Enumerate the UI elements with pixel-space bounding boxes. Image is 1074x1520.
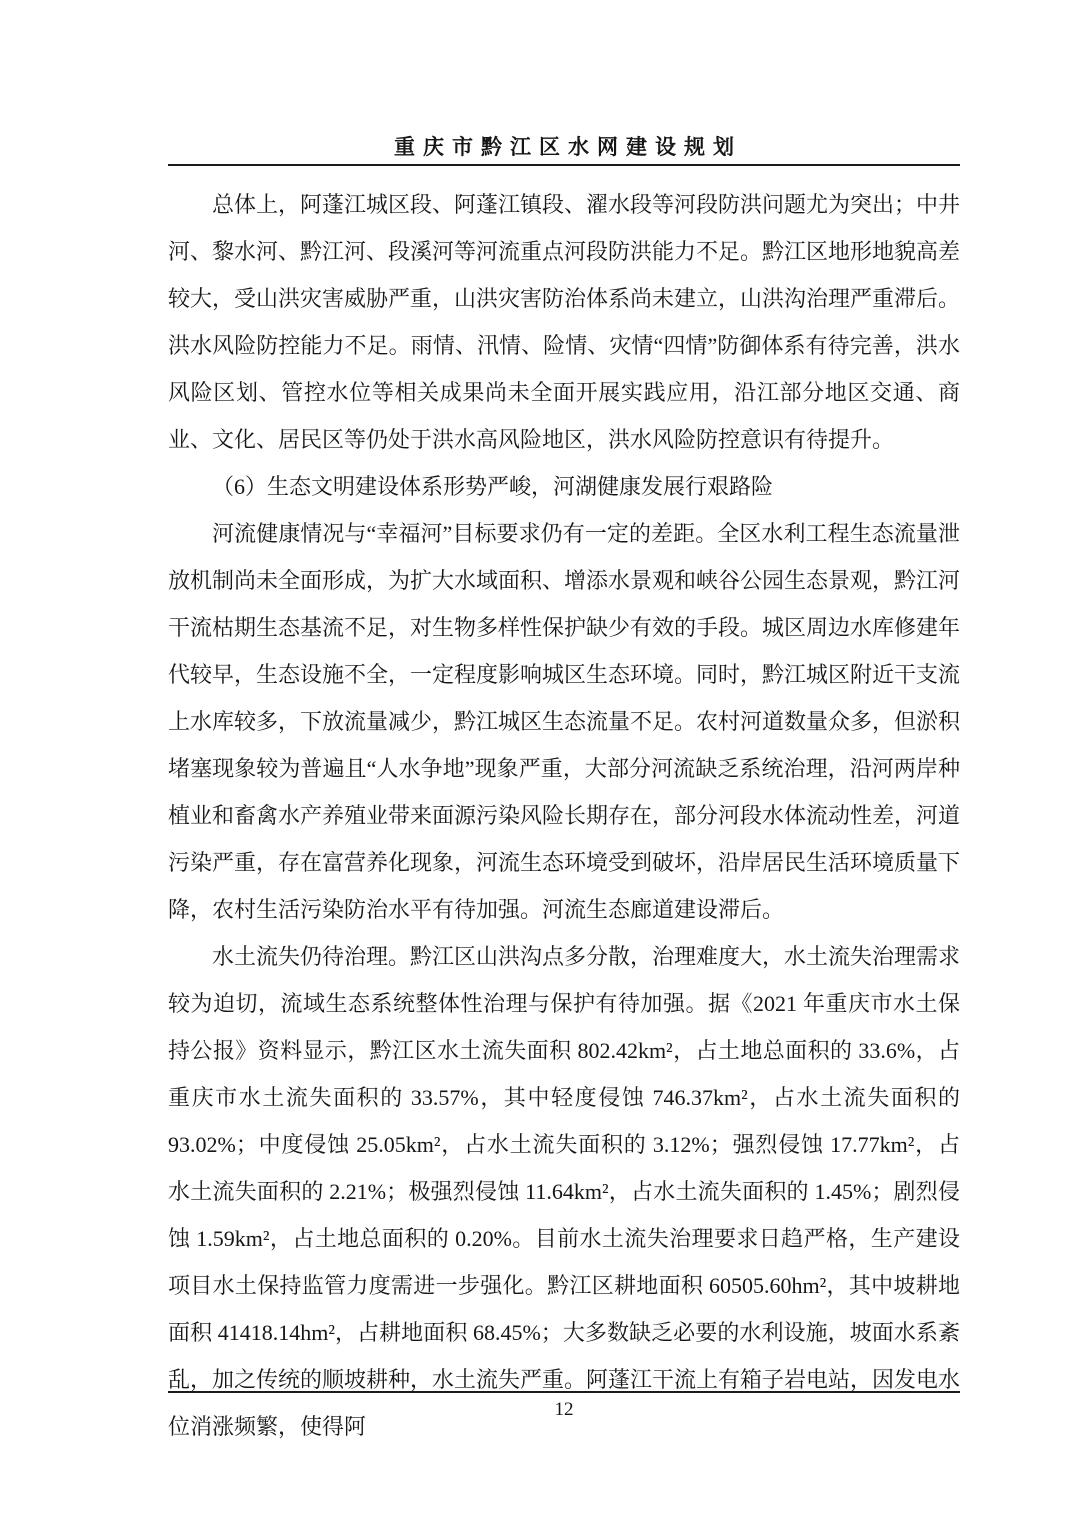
document-title: 重庆市黔江区水网建设规划 xyxy=(394,136,742,159)
document-body xyxy=(168,181,960,1450)
footer-rule xyxy=(168,1391,960,1393)
paragraph-soil-erosion: 水土流失仍待治理。黔江区山洪沟点多分散，治理难度大，水土流失治理需求较为迫切，流域生态系统整体性治理与保护有待加强。据《2021 年重庆市水土保持公报》资料显示，黔江区水土流失面积 802.42km²，占土地总面积的 33.6%，占重庆市水土流失面积的 33.57%，其中轻度侵蚀 746.37km²，占水土流失面积的 93.02%；中度侵蚀 25.05km²，占水土流失面积的 3.12%；强烈侵蚀 17.77km²，占水土流失面积的 2.21%；极强烈侵蚀 11.64km²，占水土流失面积的 1.45%；剧烈侵蚀 1.59km²，占土地总面积的 0.20%。目前水土流失治理要求日趋严格，生产建设项目水土保持监管力度需进一步强化。黔江区耕地面积 60505.60hm²，其中坡耕地面积 41418.14hm²，占耕地面积 68.45%；大多数缺乏必要的水利设施，坡面水系紊乱，加之传统的顺坡耕种，水土流失严重。阿蓬江干流上有箱子岩电站，因发电水位消涨频繁，使得阿 xyxy=(168,944,961,1439)
paragraph-flood-control: 总体上，阿蓬江城区段、阿蓬江镇段、濯水段等河段防洪问题尤为突出；中井河、黎水河、黔江河、段溪河等河流重点河段防洪能力不足。黔江区地形地貌高差较大，受山洪灾害威胁严重，山洪灾害防治体系尚未建立，山洪沟治理严重滞后。洪水风险防控能力不足。雨情、汛情、险情、灾情“四情”防御体系有待完善，洪水风险区划、管控水位等相关成果尚未全面开展实践应用，沿江部分地区交通、商业、文化、居民区等仍处于洪水高风险地区，洪水风险防控意识有待提升。 xyxy=(168,192,961,452)
section-heading-6: （6）生态文明建设体系形势严峻，河湖健康发展行艰路险 xyxy=(212,474,774,499)
paragraph-river-health: 河流健康情况与“幸福河”目标要求仍有一定的差距。全区水利工程生态流量泄放机制尚未全面形成，为扩大水域面积、增添水景观和峡谷公园生态景观，黔江河干流枯期生态基流不足，对生物多样性保护缺少有效的手段。城区周边水库修建年代较早，生态设施不全，一定程度影响城区生态环境。同时，黔江城区附近干支流上水库较多，下放流量减少，黔江城区生态流量不足。农村河道数量众多，但淤积堵塞现象较为普遍且“人水争地”现象严重，大部分河流缺乏系统治理，沿河两岸种植业和畜禽水产养殖业带来面源污染风险长期存在，部分河段水体流动性差，河道污染严重，存在富营养化现象，河流生态环境受到破坏，沿岸居民生活环境质量下降，农村生活污染防治水平有待加强。河流生态廊道建设滞后。 xyxy=(168,521,961,922)
header-rule xyxy=(168,164,960,166)
page-number: 12 xyxy=(554,1399,574,1420)
